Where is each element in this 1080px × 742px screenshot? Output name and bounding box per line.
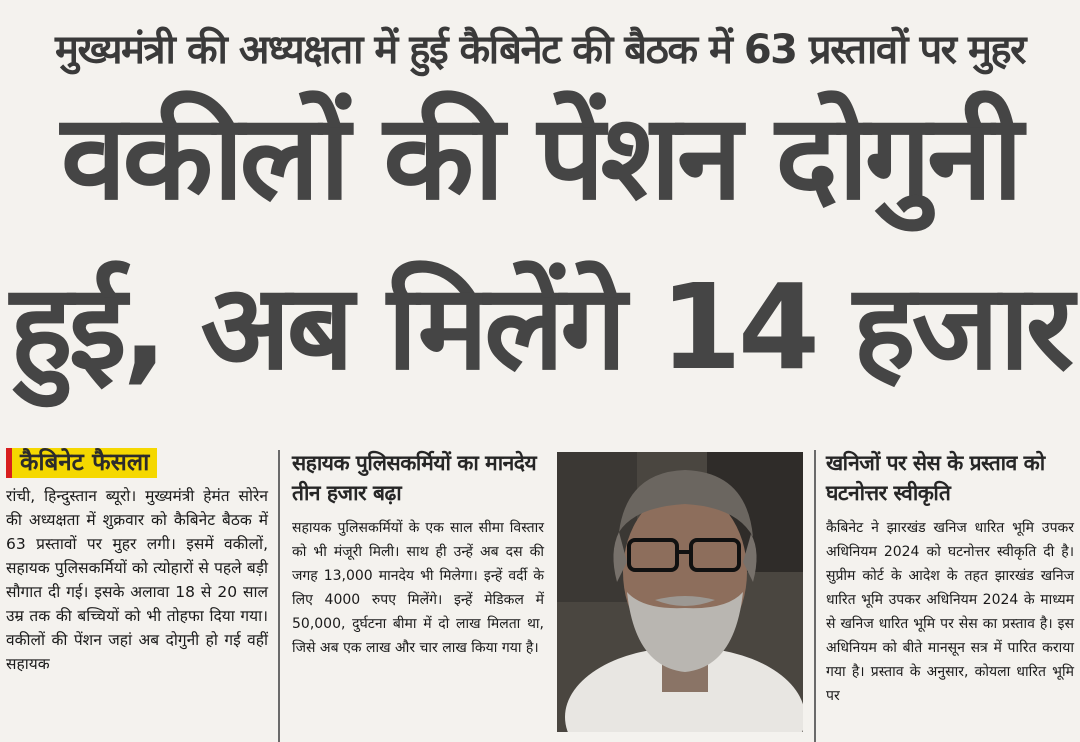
- column-mineral-cess: [826, 448, 1074, 708]
- main-headline-line-2: हुई, अब मिलेंगे 14 हजार: [9, 258, 1071, 396]
- article-lead-text: रांची, हिन्दुस्तान ब्यूरो। मुख्यमंत्री हेमंत सोरेन की अध्यक्षता में शुक्रवार को कैबिनेट बैठक में 63 प्रस्तावों पर मुहर लगी। इसमें वकीलों, सहायक पुलिसकर्मियों को त्योहारों से पहले बड़ी सौगात दी गई। इसके अलावा 18 से 20 साल उम्र तक की बच्चियों को भी तोहफा दिया गया। वकीलों की पेंशन जहां अब दोगुनी हो गई वहीं सहायक: [6, 487, 268, 673]
- column-divider-1: [278, 450, 280, 742]
- portrait-photo: [557, 452, 803, 732]
- main-headline-line-1: वकीलों की पेंशन दोगुनी: [60, 88, 1020, 226]
- mineral-article-text: कैबिनेट ने झारखंड खनिज धारित भूमि उपकर अधिनियम 2024 को घटनोत्तर स्वीकृति दी है। सुप्रीम कोर्ट के आदेश के तहत झारखंड खनिज धारित भूमि उपकर अधिनियम 2024 के माध्यम से खनिज धारित भूमि पर सेस का प्रस्ताव है। इस अधिनियम को बीते मानसून सत्र में पारित कराया गया है। प्रस्ताव के अनुसार, कोयला धारित भूमि पर: [826, 520, 1074, 704]
- column-divider-2: [814, 450, 816, 742]
- column-police-honorarium: [292, 448, 544, 660]
- section-badge: कैबिनेट फैसला: [6, 448, 157, 478]
- police-article-text: सहायक पुलिसकर्मियों के एक साल सीमा विस्तार को भी मंजूरी मिली। साथ ही उन्हें अब दस की जगह 13,000 मानदेय भी मिलेगा। इन्हें वर्दी के लिए 4000 रुपए मिलेंगे। इन्हें मेडिकल में 50,000, दुर्घटना बीमा में दो लाख मिलता था, जिसे अब एक लाख और चार लाख किया गया है।: [292, 520, 544, 656]
- police-subhead: सहायक पुलिसकर्मियों का मानदेय तीन हजार बढ़ा: [292, 451, 537, 505]
- kicker-headline: मुख्यमंत्री की अध्यक्षता में हुई कैबिनेट की बैठक में 63 प्रस्तावों पर मुहर: [55, 27, 1025, 73]
- mineral-subhead: खनिजों पर सेस के प्रस्ताव को घटनोत्तर स्वीकृति: [826, 451, 1045, 505]
- column-cabinet-decision: [6, 448, 268, 676]
- photo-chief-minister: [557, 452, 803, 732]
